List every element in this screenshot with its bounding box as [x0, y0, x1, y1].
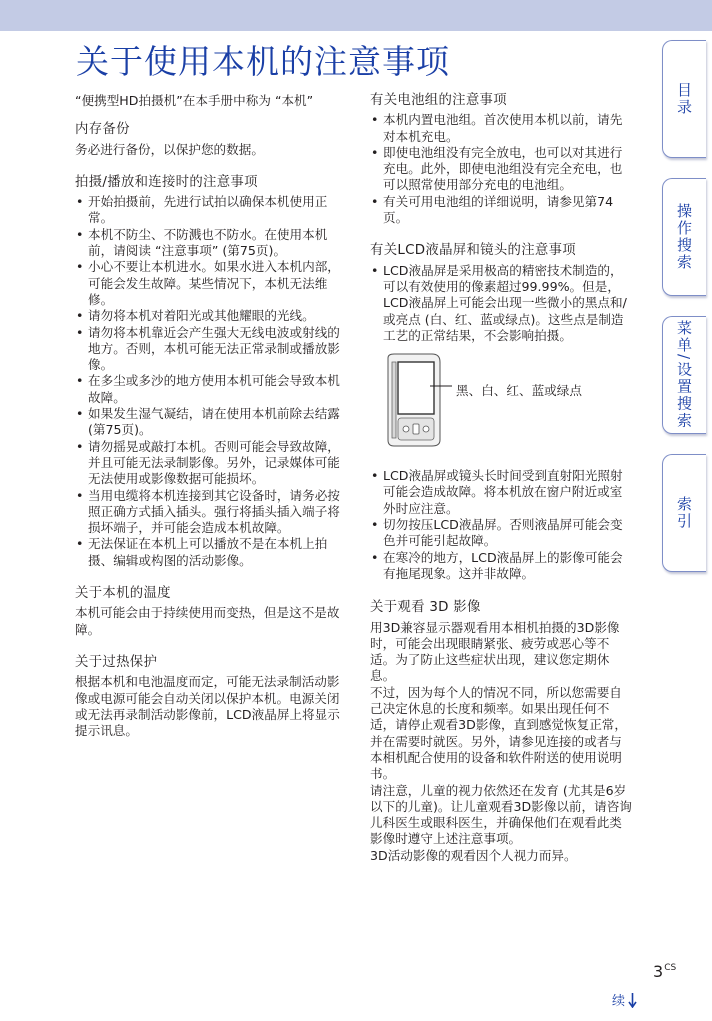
lcd-list-bottom — [370, 468, 633, 582]
list-item: • 在多尘或多沙的地方使用本机可能会导致本机故障。 — [75, 373, 341, 406]
right-column — [370, 93, 633, 881]
tab-operation-search-label: 操作搜索 — [675, 203, 693, 271]
list-item: • 请勿摇晃或敲打本机。否则可能会导致故障，并且可能无法录制影像。另外，记录媒体可能无法使用或影像数据可能损坏。 — [75, 439, 341, 488]
lcd-figure-caption: 黑、白、红、蓝或绿点 — [456, 383, 582, 399]
list-item: • 即使电池组没有完全放电，也可以对其进行充电。此外，即使电池组没有完全充电，也可以照常使用部分充电的电池组。 — [370, 145, 633, 194]
temperature-text: 本机可能会由于持续使用而变热，但是这不是故障。 — [75, 605, 340, 637]
list-item: • 在寒冷的地方，LCD液晶屏上的影像可能会有拖尾现象。这并非故障。 — [370, 550, 633, 583]
lcd-figure — [370, 352, 633, 452]
viewing-3d-section — [370, 600, 633, 864]
battery-section — [370, 93, 633, 226]
temperature-heading: 关于本机的温度 — [75, 586, 171, 602]
camera-lcd-illustration — [384, 352, 454, 448]
viewing-3d-paragraph: 不过，因为每个人的情况不同，所以您需要自己决定休息的长度和频率。如果出现任何不适，请停止观看3D影像，直到感觉恢复正常，并在需要时就医。另外，请参见连接的或者与本相机配合使用的设备和软件附送的使用说明书。 — [370, 684, 627, 782]
list-item: • 本机不防尘、不防溅也不防水。在使用本机前，请阅读 “注意事项” (第75页)。 — [75, 227, 341, 260]
overheat-section — [75, 655, 341, 739]
tab-menu-settings-search-label: 菜单/设置搜索 — [675, 320, 693, 430]
intro-text: “便携型HD拍摄机”在本手册中称为 “本机” — [75, 93, 314, 108]
viewing-3d-paragraph: 3D活动影像的观看因个人视力而异。 — [370, 847, 577, 863]
left-column — [75, 93, 341, 756]
battery-list — [370, 112, 633, 226]
list-item: • 本机内置电池组。首次使用本机以前，请先对本机充电。 — [370, 112, 633, 145]
top-band — [0, 0, 712, 31]
overheat-text: 根据本机和电池温度而定，可能无法录制活动影像或电源可能会自动关闭以保护本机。电源关闭或无法再录制活动影像前，LCD液晶屏上将显示提示讯息。 — [75, 674, 340, 739]
tab-index[interactable] — [662, 454, 706, 572]
list-item: • 有关可用电池组的详细说明，请参见第74页。 — [370, 194, 633, 227]
tab-contents[interactable] — [662, 40, 706, 158]
tab-operation-search[interactable] — [662, 178, 706, 296]
list-item: • LCD液晶屏或镜头长时间受到直射阳光照射可能会造成故障。将本机放在窗户附近或室外时应注意。 — [370, 468, 633, 517]
list-item: • 请勿将本机对着阳光或其他耀眼的光线。 — [75, 308, 341, 324]
memory-backup-section — [75, 122, 341, 158]
shooting-heading: 拍摄/播放和连接时的注意事项 — [75, 174, 258, 190]
continued-label: 续 — [612, 994, 626, 1009]
list-item: • 请勿将本机靠近会产生强大无线电波或射线的地方。否则，本机可能无法正常录制或播放影像。 — [75, 325, 341, 374]
temperature-section — [75, 586, 341, 638]
lcd-list-top — [370, 263, 633, 344]
shooting-list — [75, 194, 341, 569]
page-number-value: 3 — [653, 962, 664, 981]
list-item: • 无法保证在本机上可以播放不是在本机上拍摄、编辑或构图的活动影像。 — [75, 536, 341, 569]
list-item: • 如果发生湿气凝结，请在使用本机前除去结露 (第75页)。 — [75, 406, 341, 439]
viewing-3d-paragraph: 用3D兼容显示器观看用本相机拍摄的3D影像时，可能会出现眼睛紧张、疲劳或恶心等不适。为了防止这些症状出现，建议您定期休息。 — [370, 619, 620, 684]
viewing-3d-paragraph: 请注意，儿童的视力依然还在发育 (尤其是6岁以下的儿童)。让儿童观看3D影像以前，请咨询儿科医生或眼科医生，并确保他们在观看此类影像时遵守上述注意事项。 — [370, 782, 632, 847]
list-item: • 小心不要让本机进水。如果水进入本机内部，可能会发生故障。某些情况下，本机无法维修。 — [75, 259, 341, 308]
page-title: 关于使用本机的注意事项 — [76, 42, 450, 81]
viewing-3d-heading: 关于观看 3D 影像 — [370, 600, 481, 616]
tab-contents-label: 目录 — [675, 82, 693, 116]
page-number-suffix: CS — [664, 963, 677, 973]
tab-index-label: 索引 — [675, 496, 693, 530]
tab-menu-settings-search[interactable] — [662, 316, 706, 434]
list-item: • 切勿按压LCD液晶屏。否则液晶屏可能会变色并可能引起故障。 — [370, 517, 633, 550]
memory-backup-text: 务必进行备份，以保护您的数据。 — [75, 141, 264, 157]
list-item: • LCD液晶屏是采用极高的精密技术制造的，可以有效使用的像素超过99.99%。但是，LCD液晶屏上可能会出现一些微小的黑点和/或亮点 (白、红、蓝或绿点)。这些点是制造工艺的正常结果，不会影响拍摄。 — [370, 263, 633, 344]
memory-backup-heading: 内存备份 — [75, 122, 130, 138]
shooting-section — [75, 175, 341, 569]
lcd-heading: 有关LCD液晶屏和镜头的注意事项 — [370, 243, 576, 259]
battery-heading: 有关电池组的注意事项 — [370, 93, 507, 108]
lcd-section — [370, 243, 633, 582]
list-item: • 开始拍摄前，先进行试拍以确保本机使用正常。 — [75, 194, 341, 227]
overheat-heading: 关于过热保护 — [75, 654, 158, 670]
list-item: • 当用电缆将本机连接到其它设备时，请务必按照正确方式插入插头。强行将插头插入端子将损坏端子，并可能会造成本机故障。 — [75, 488, 341, 537]
continued-link[interactable] — [612, 990, 637, 1009]
arrow-down-icon — [628, 992, 637, 1008]
page-number — [653, 962, 676, 981]
